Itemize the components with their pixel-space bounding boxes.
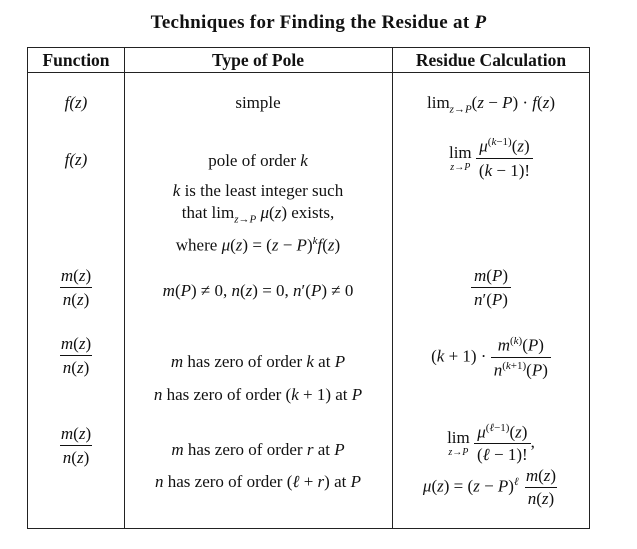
row3-pole-type: m(P) ≠ 0, n(z) = 0, n′(P) ≠ 0 bbox=[162, 281, 354, 300]
row4-residue: (k + 1) · $\frac{m^{(k)}(P)}{n^{(k+1)}(P)}$ bbox=[392, 335, 590, 380]
header-function: Function bbox=[42, 50, 110, 70]
table-title: Techniques for Finding the Residue at P bbox=[150, 12, 487, 33]
row3-residue: $\frac{m(P)}{n'(P)}$ bbox=[392, 266, 590, 310]
row5-pole-type: m has zero of order r at P n has zero of order (ℓ + r) at P bbox=[155, 440, 361, 491]
row1-function: f(z) bbox=[64, 93, 88, 112]
row2-function: f(z) bbox=[64, 150, 88, 169]
header-divider bbox=[28, 72, 589, 73]
row1-pole-type: simple bbox=[235, 93, 281, 112]
header-pole-type: Type of Pole bbox=[211, 50, 305, 70]
row5-residue: lim z→P $\frac{\mu^{(\ell-1)}(z)}{\text{(ℓ − 1)!}}$ , $\mu(z) = (z - P)^\ell$ $\frac{m(z)}{n(z)}$ bbox=[422, 422, 557, 508]
row2-residue: lim z→P $\frac{\mu^{(k-1)}(z)}{(k - 1)!}$ bbox=[392, 136, 590, 181]
row5-function: $\frac{m(z)}{n(z)}$ bbox=[60, 424, 92, 467]
row2-pole-type: pole of order k k is the least integer such that $\lim_{z\to P} \mu(z)$ exists, where $\mu(z) = (z - P)^kf(z)$ bbox=[172, 151, 344, 256]
header-residue: Residue Calculation bbox=[415, 50, 567, 70]
row1-residue: $\lim_{z\to P}(z - P) \cdot f(z)$ bbox=[427, 93, 555, 116]
row4-pole-type: m has zero of order k at P n has zero of order (k + 1) at P bbox=[153, 352, 363, 404]
row4-function: $\frac{m(z)}{n(z)}$ bbox=[60, 334, 92, 377]
row3-function: $\frac{m(z)}{n(z)}$ bbox=[60, 266, 92, 309]
residue-table bbox=[27, 47, 590, 529]
